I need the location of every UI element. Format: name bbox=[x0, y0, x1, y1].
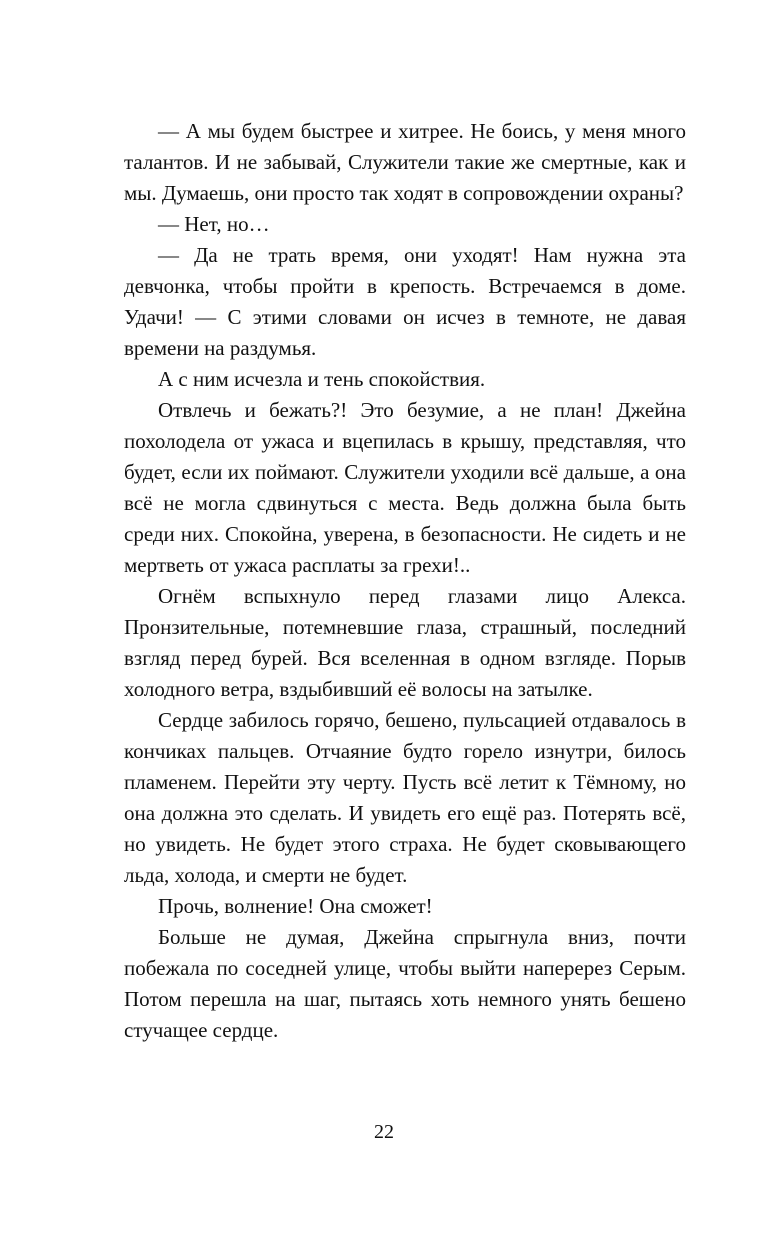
paragraph-2: — Нет, но… bbox=[158, 212, 270, 236]
paragraph-3: — Да не трать время, они уходят! Нам нужна эта девчонка, чтобы пройти в крепость. Встречаемся в доме. Удачи! — С этими словами он исчез в темноте, не давая времени на раздумья. bbox=[124, 243, 686, 360]
paragraph-8: Прочь, волнение! Она сможет! bbox=[158, 894, 433, 918]
paragraph-7: Сердце забилось горячо, бешено, пульсацией отдавалось в кончиках пальцев. Отчаяние будто горело изнутри, билось пламенем. Перейти эту черту. Пусть всё летит к Тёмному, но она должна это сделать. И увидеть его ещё раз. Потерять всё, но увидеть. Не будет этого страха. Не будет сковывающего льда, холода, и смерти не будет. bbox=[124, 708, 686, 887]
page-number: 22 bbox=[374, 1121, 394, 1143]
paragraph-5: Отвлечь и бежать?! Это безумие, а не план! Джейна похолодела от ужаса и вцепилась в крышу, представляя, что будет, если их поймают. Служители уходили всё дальше, а она всё не могла сдвинуться с места. Ведь должна была быть среди них. Спокойна, уверена, в безопасности. Не сидеть и не мертветь от ужаса расплаты за грехи!.. bbox=[124, 398, 686, 577]
paragraph-1: — А мы будем быстрее и хитрее. Не боись, у меня много талантов. И не забывай, Служители такие же смертные, как и мы. Думаешь, они просто так ходят в сопровождении охраны? bbox=[124, 119, 686, 205]
paragraph-4: А с ним исчезла и тень спокойствия. bbox=[158, 367, 486, 391]
paragraph-6: Огнём вспыхнуло перед глазами лицо Алекса. Пронзительные, потемневшие глаза, страшный, последний взгляд перед бурей. Вся вселенная в одном взгляде. Порыв холодного ветра, вздыбивший её волосы на затылке. bbox=[124, 584, 686, 701]
page-body-text bbox=[124, 116, 686, 1046]
paragraph-9: Больше не думая, Джейна спрыгнула вниз, почти побежала по соседней улице, чтобы выйти наперерез Серым. Потом перешла на шаг, пытаясь хоть немного унять бешено стучащее сердце. bbox=[124, 925, 686, 1042]
